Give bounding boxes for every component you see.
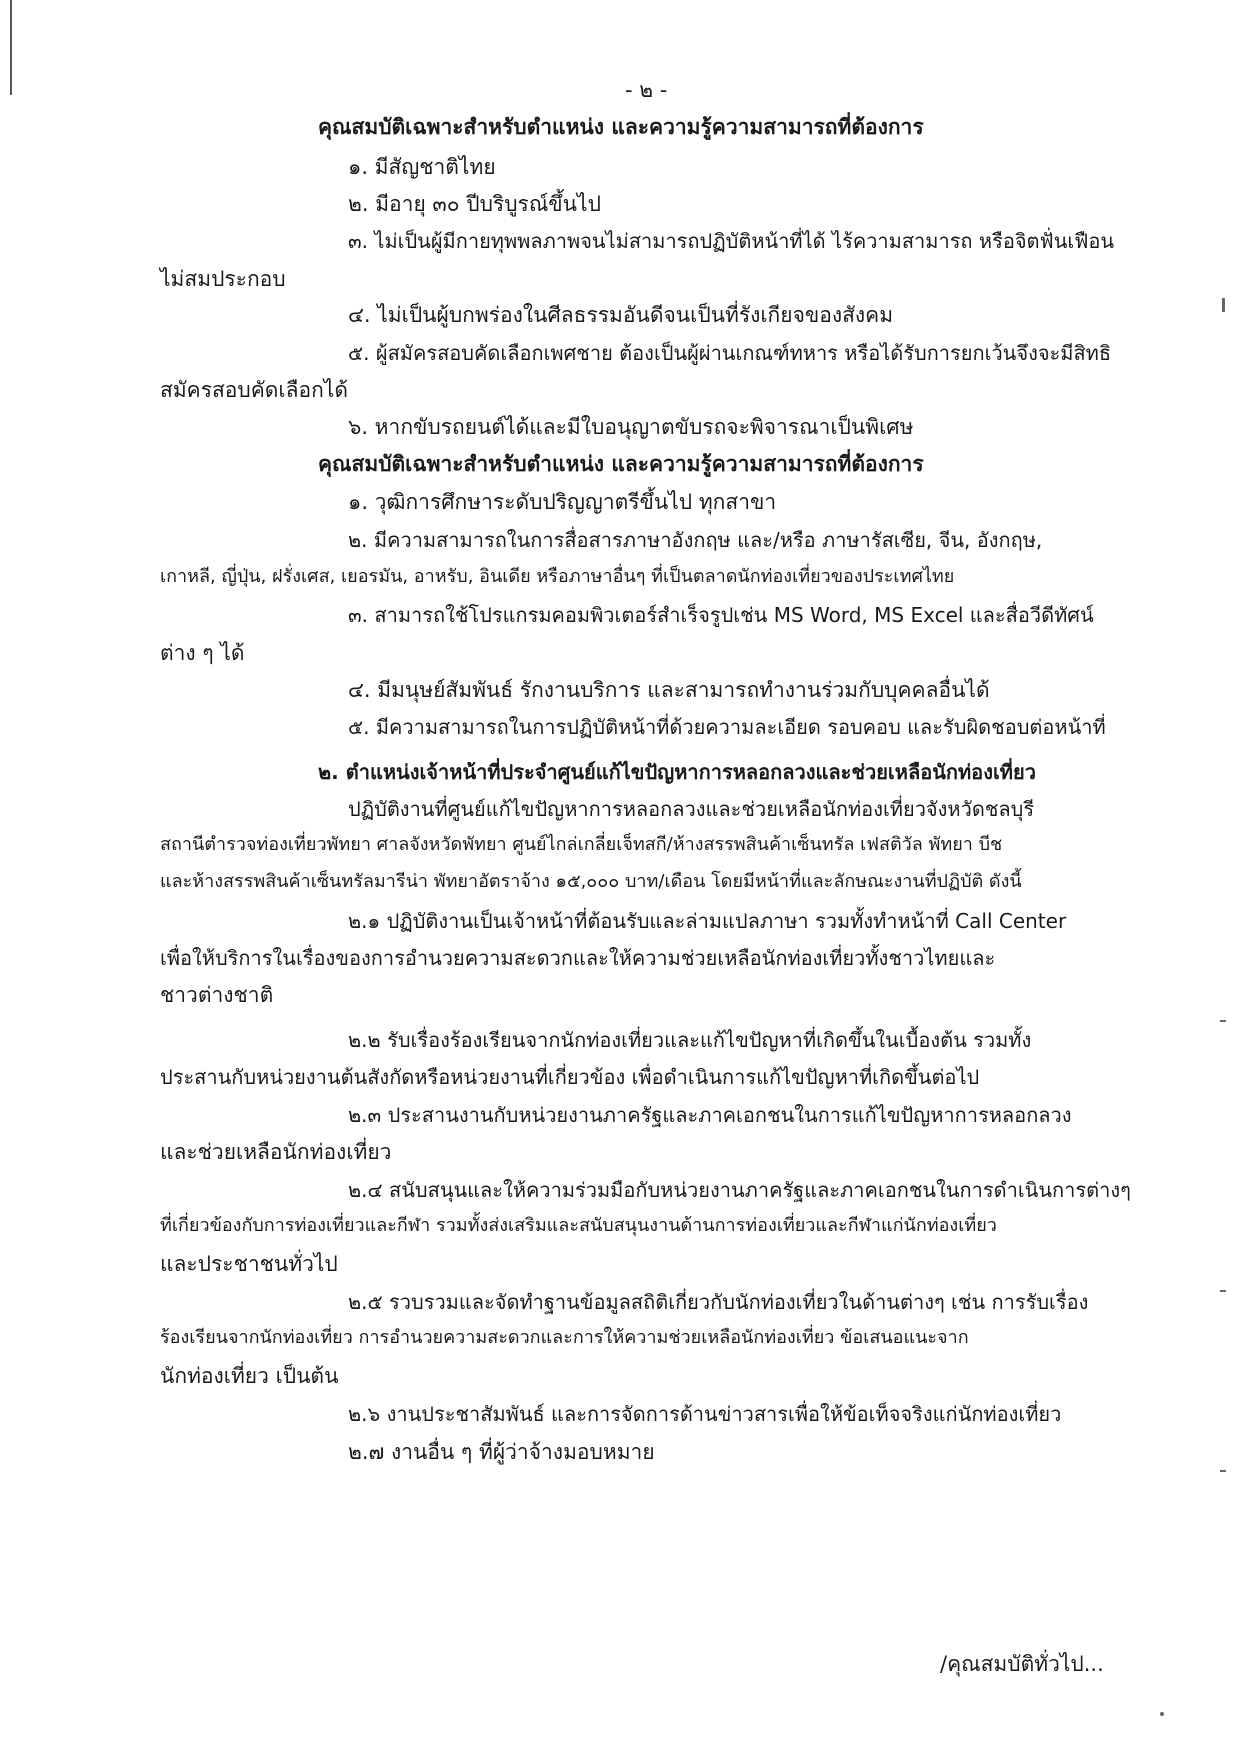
- page-number: - ๒ -: [625, 78, 668, 102]
- duty-item: ๒.๕ รวบรวมและจัดทำฐานข้อมูลสถิติเกี่ยวกับนักท่องเที่ยวในด้านต่างๆ เช่น การรับเรื่อง: [348, 1290, 1089, 1314]
- duty-item: ๒.๗ งานอื่น ๆ ที่ผู้ว่าจ้างมอบหมาย: [348, 1440, 655, 1464]
- section-b-heading: คุณสมบัติเฉพาะสำหรับตำแหน่ง และความรู้ความสามารถที่ต้องการ: [318, 452, 924, 476]
- duty-item-continuation: เพื่อให้บริการในเรื่องของการอำนวยความสะดวกและให้ความช่วยเหลือนักท่องเที่ยวทั้งชาวไทยและ: [160, 946, 996, 970]
- duty-item: ๒.๒ รับเรื่องร้องเรียนจากนักท่องเที่ยวและแก้ไขปัญหาที่เกิดขึ้นในเบื้องต้น รวมทั้ง: [348, 1028, 1032, 1052]
- section-a-item: ๒. มีอายุ ๓๐ ปีบริบูรณ์ขึ้นไป: [348, 192, 601, 216]
- section-a-item: ๓. ไม่เป็นผู้มีกายทุพพลภาพจนไม่สามารถปฏิบัติหน้าที่ได้ ไร้ความสามารถ หรือจิตฟั่นเฟือน: [348, 229, 1115, 253]
- duty-item: ๒.๓ ประสานงานกับหน่วยงานภาครัฐและภาคเอกชนในการแก้ไขปัญหาการหลอกลวง: [348, 1103, 1072, 1127]
- section-a-heading: คุณสมบัติเฉพาะสำหรับตำแหน่ง และความรู้ความสามารถที่ต้องการ: [318, 115, 924, 139]
- position-2-intro: และห้างสรรพสินค้าเซ็นทรัลมารีน่า พัทยาอัตราจ้าง ๑๕,๐๐๐ บาท/เดือน โดยมีหน้าที่และลักษณะงานที่ปฏิบัติ ดังนี้: [160, 871, 1022, 892]
- section-a-item: ๑. มีสัญชาติไทย: [348, 155, 496, 179]
- section-b-item: ๑. วุฒิการศึกษาระดับปริญญาตรีขึ้นไป ทุกสาขา: [348, 490, 777, 514]
- section-b-item: ๒. มีความสามารถในการสื่อสารภาษาอังกฤษ และ/หรือ ภาษารัสเซีย, จีน, อังกฤษ,: [348, 528, 1043, 552]
- scan-artifact: [1222, 298, 1225, 312]
- duty-item-continuation: ร้องเรียนจากนักท่องเที่ยว การอำนวยความสะดวกและการให้ความช่วยเหลือนักท่องเที่ยว ข้อเสนอแนะจาก: [160, 1327, 969, 1348]
- position-2-intro: ปฏิบัติงานที่ศูนย์แก้ไขปัญหาการหลอกลวงและช่วยเหลือนักท่องเที่ยวจังหวัดชลบุรี: [348, 797, 1035, 821]
- section-a-item-continuation: ไม่สมประกอบ: [160, 267, 286, 291]
- section-a-item: ๖. หากขับรถยนต์ได้และมีใบอนุญาตขับรถจะพิจารณาเป็นพิเศษ: [348, 415, 914, 439]
- section-a-item-continuation: สมัครสอบคัดเลือกได้: [160, 378, 349, 402]
- duty-item-continuation: ชาวต่างชาติ: [160, 983, 274, 1007]
- duty-item-continuation: ประสานกับหน่วยงานต้นสังกัดหรือหน่วยงานที่เกี่ยวข้อง เพื่อดำเนินการแก้ไขปัญหาที่เกิดขึ้นต่อไป: [160, 1065, 980, 1089]
- duty-item: ๒.๔ สนับสนุนและให้ความร่วมมือกับหน่วยงานภาครัฐและภาคเอกชนในการดำเนินการต่างๆ: [348, 1178, 1131, 1202]
- scan-edge-line: [10, 0, 12, 95]
- section-b-item-continuation: ต่าง ๆ ได้: [160, 641, 245, 665]
- duty-item-continuation: และประชาชนทั่วไป: [160, 1252, 338, 1276]
- section-b-item: ๓. สามารถใช้โปรแกรมคอมพิวเตอร์สำเร็จรูปเช่น MS Word, MS Excel และสื่อวีดีทัศน์: [348, 603, 1094, 627]
- scan-artifact: [1220, 1020, 1226, 1022]
- duty-item-continuation: และช่วยเหลือนักท่องเที่ยว: [160, 1140, 392, 1164]
- section-b-item: ๔. มีมนุษย์สัมพันธ์ รักงานบริการ และสามารถทำงานร่วมกับบุคคลอื่นได้: [348, 678, 990, 702]
- duty-item: ๒.๖ งานประชาสัมพันธ์ และการจัดการด้านข่าวสารเพื่อให้ข้อเท็จจริงแก่นักท่องเที่ยว: [348, 1402, 1062, 1426]
- scan-artifact: [1220, 1470, 1226, 1472]
- duty-item-continuation: นักท่องเที่ยว เป็นต้น: [160, 1364, 339, 1388]
- section-b-item: ๕. มีความสามารถในการปฏิบัติหน้าที่ด้วยความละเอียด รอบคอบ และรับผิดชอบต่อหน้าที่: [348, 715, 1106, 739]
- scan-artifact: [1220, 1290, 1226, 1292]
- section-b-item-continuation: เกาหลี, ญี่ปุ่น, ฝรั่งเศส, เยอรมัน, อาหรับ, อินเดีย หรือภาษาอื่นๆ ที่เป็นตลาดนักท่องเที่ยวของประเทศไทย: [160, 566, 955, 587]
- duty-item: ๒.๑ ปฏิบัติงานเป็นเจ้าหน้าที่ต้อนรับและล่ามแปลภาษา รวมทั้งทำหน้าที่ Call Center: [348, 909, 1067, 933]
- section-a-item: ๔. ไม่เป็นผู้บกพร่องในศีลธรรมอันดีจนเป็นที่รังเกียจของสังคม: [348, 303, 894, 327]
- footer-continuation: /คุณสมบัติทั่วไป...: [940, 1652, 1104, 1676]
- scan-artifact: [1160, 1712, 1164, 1716]
- position-2-intro: สถานีตำรวจท่องเที่ยวพัทยา ศาลจังหวัดพัทยา ศูนย์ไกล่เกลี่ยเจ็ทสกี/ห้างสรรพสินค้าเซ็นทรัล เฟสติวัล พัทยา บีช: [160, 834, 1003, 855]
- position-2-heading: ๒. ตำแหน่งเจ้าหน้าที่ประจำศูนย์แก้ไขปัญหาการหลอกลวงและช่วยเหลือนักท่องเที่ยว: [318, 760, 1036, 784]
- section-a-item: ๕. ผู้สมัครสอบคัดเลือกเพศชาย ต้องเป็นผู้ผ่านเกณฑ์ทหาร หรือได้รับการยกเว้นจึงจะมีสิทธิ: [348, 341, 1112, 365]
- duty-item-continuation: ที่เกี่ยวข้องกับการท่องเที่ยวและกีฬา รวมทั้งส่งเสริมและสนับสนุนงานด้านการท่องเที่ยวและกีฬาแก่นักท่องเที่ยว: [160, 1215, 997, 1236]
